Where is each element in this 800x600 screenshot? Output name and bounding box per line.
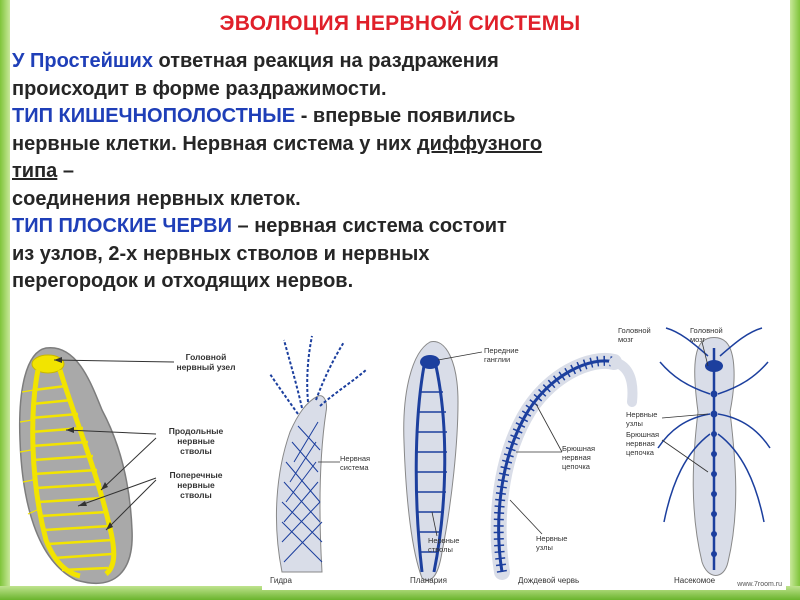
- slide-title: ЭВОЛЮЦИЯ НЕРВНОЙ СИСТЕМЫ: [219, 12, 581, 35]
- label-longitudinal-trunks: Продольные нервные стволы: [168, 426, 224, 456]
- label-ventral-chain: Брюшная нервная цепочка: [562, 444, 596, 471]
- caption-hydra: Гидра: [270, 576, 292, 585]
- caption-insect: Насекомое: [674, 576, 716, 585]
- term-diffuse: диффузного: [416, 132, 543, 155]
- label-insect-chain: Брюшная нервная цепочка: [626, 430, 660, 457]
- watermark: www.7room.ru: [737, 581, 782, 588]
- frame-right: [790, 0, 800, 600]
- paragraph-coelenterates-line4: соединения нервных клеток.: [12, 187, 301, 210]
- label-hydra-nerve-system: Нервная система: [340, 454, 371, 472]
- paragraph-flatworms-line1: [12, 213, 772, 241]
- text-span: ответная реакция на раздражения: [152, 50, 499, 72]
- label-nerve-nodes: Нервные узлы: [536, 534, 568, 552]
- term-type: типа: [12, 160, 58, 182]
- nervous-systems-figure: [262, 322, 786, 590]
- paragraph-coelenterates-line2: [12, 131, 772, 159]
- insect-illustration: [658, 328, 770, 576]
- label-head-ganglion: Головной нервный узел: [176, 352, 236, 372]
- label-transverse-trunks: Поперечные нервные стволы: [169, 470, 223, 500]
- caption-earthworm: Дождевой червь: [518, 576, 580, 585]
- paragraph-protozoa-line1: [12, 48, 772, 76]
- flatworm-figure: [6, 330, 258, 590]
- body-text: [12, 48, 772, 296]
- label-worm-brain: Головной мозг: [618, 326, 651, 344]
- text-span: нервные клетки. Нервная система у них: [12, 132, 417, 155]
- paragraph-flatworms-line2: из узлов, 2-х нервных стволов и нервных: [12, 242, 430, 265]
- label-insect-nodes: Нервные узлы: [626, 410, 658, 428]
- text-span: – нервная система состоит: [231, 215, 507, 237]
- term-protozoa: У Простейших: [12, 50, 153, 72]
- paragraph-protozoa-line2: происходит в форме раздражимости.: [12, 77, 387, 100]
- term-coelenterates: ТИП КИШЕЧНОПОЛОСТНЫЕ: [12, 105, 296, 127]
- caption-planaria: Планария: [410, 576, 447, 585]
- text-span: - впервые появились: [295, 105, 516, 127]
- label-front-ganglia: Передние ганглии: [484, 346, 519, 364]
- paragraph-flatworms-line3: перегородок и отходящих нервов.: [12, 270, 354, 292]
- term-flatworms: ТИП ПЛОСКИЕ ЧЕРВИ: [12, 215, 232, 237]
- paragraph-coelenterates-line3: [12, 158, 772, 186]
- label-insect-brain: Головной мозг: [690, 326, 723, 344]
- text-span: –: [57, 160, 74, 182]
- paragraph-coelenterates-line1: [12, 103, 772, 131]
- label-nerve-trunks: Нервные стволы: [428, 536, 460, 554]
